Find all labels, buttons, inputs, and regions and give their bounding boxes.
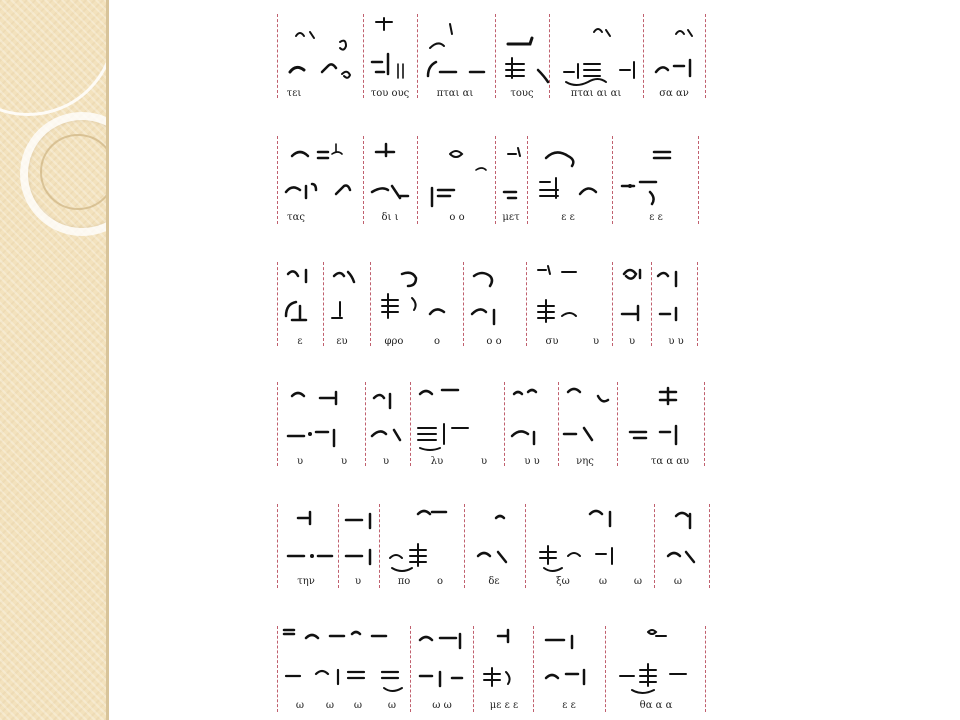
lyric-syllable: ω	[353, 700, 363, 711]
lyric-syllable: ξω	[556, 576, 570, 587]
lyric-syllable: του ους	[370, 88, 410, 99]
lyric-syllable: ε ε	[561, 212, 575, 223]
lyric-syllable: ευ	[336, 336, 348, 347]
lyric-syllable: ε ε	[649, 212, 663, 223]
lyric-syllable: φρο	[384, 336, 404, 347]
score-row	[0, 504, 960, 590]
lyric-syllable: υ	[354, 576, 362, 587]
neume-symbols	[0, 14, 960, 102]
neume-symbols	[0, 504, 960, 590]
lyric-syllable: τει	[286, 88, 302, 99]
lyric-syllable: μετ	[502, 212, 520, 223]
lyric-syllable: συ	[545, 336, 559, 347]
score-row	[0, 382, 960, 468]
score-row	[0, 626, 960, 716]
lyric-syllable: ο	[436, 576, 444, 587]
neume-symbols	[0, 262, 960, 348]
score-row	[0, 262, 960, 348]
lyric-syllable: ω	[633, 576, 643, 587]
lyric-syllable: την	[297, 576, 315, 587]
lyric-syllable: δε	[488, 576, 500, 587]
lyric-syllable: ω	[295, 700, 305, 711]
lyric-syllable: υ υ	[524, 456, 540, 467]
lyric-syllable: νης	[576, 456, 594, 467]
score-row	[0, 136, 960, 224]
lyric-syllable: ο ο	[486, 336, 502, 347]
lyric-syllable: υ	[628, 336, 636, 347]
neume-symbols	[0, 136, 960, 224]
lyric-syllable: δι ι	[381, 212, 399, 223]
lyric-syllable: υ	[592, 336, 600, 347]
lyric-syllable: ω ω	[432, 700, 452, 711]
lyric-syllable: ω	[598, 576, 608, 587]
lyric-syllable: πται αι	[436, 88, 474, 99]
lyric-syllable: τας	[287, 212, 305, 223]
lyric-syllable: ο ο	[449, 212, 465, 223]
lyric-syllable: υ	[382, 456, 390, 467]
lyric-syllable: υ	[480, 456, 488, 467]
lyric-syllable: με ε ε	[489, 700, 519, 711]
lyric-syllable: λυ	[430, 456, 444, 467]
lyric-syllable: υ	[340, 456, 348, 467]
lyric-syllable: ο	[433, 336, 441, 347]
lyric-syllable: τα α αυ	[650, 456, 690, 467]
lyric-syllable: θα α α	[639, 700, 673, 711]
lyric-syllable: σα αν	[659, 88, 689, 99]
score-row	[0, 14, 960, 102]
lyric-syllable: ε ε	[562, 700, 576, 711]
lyric-syllable: υ υ	[668, 336, 684, 347]
lyric-syllable: τους	[510, 88, 534, 99]
lyric-syllable: ε	[297, 336, 303, 347]
neume-symbols	[0, 626, 960, 716]
lyric-syllable: πται αι αι	[570, 88, 622, 99]
lyric-syllable: ω	[325, 700, 335, 711]
lyric-syllable: πο	[397, 576, 411, 587]
lyric-syllable: ω	[387, 700, 397, 711]
lyric-syllable: ω	[673, 576, 683, 587]
lyric-syllable: υ	[296, 456, 304, 467]
